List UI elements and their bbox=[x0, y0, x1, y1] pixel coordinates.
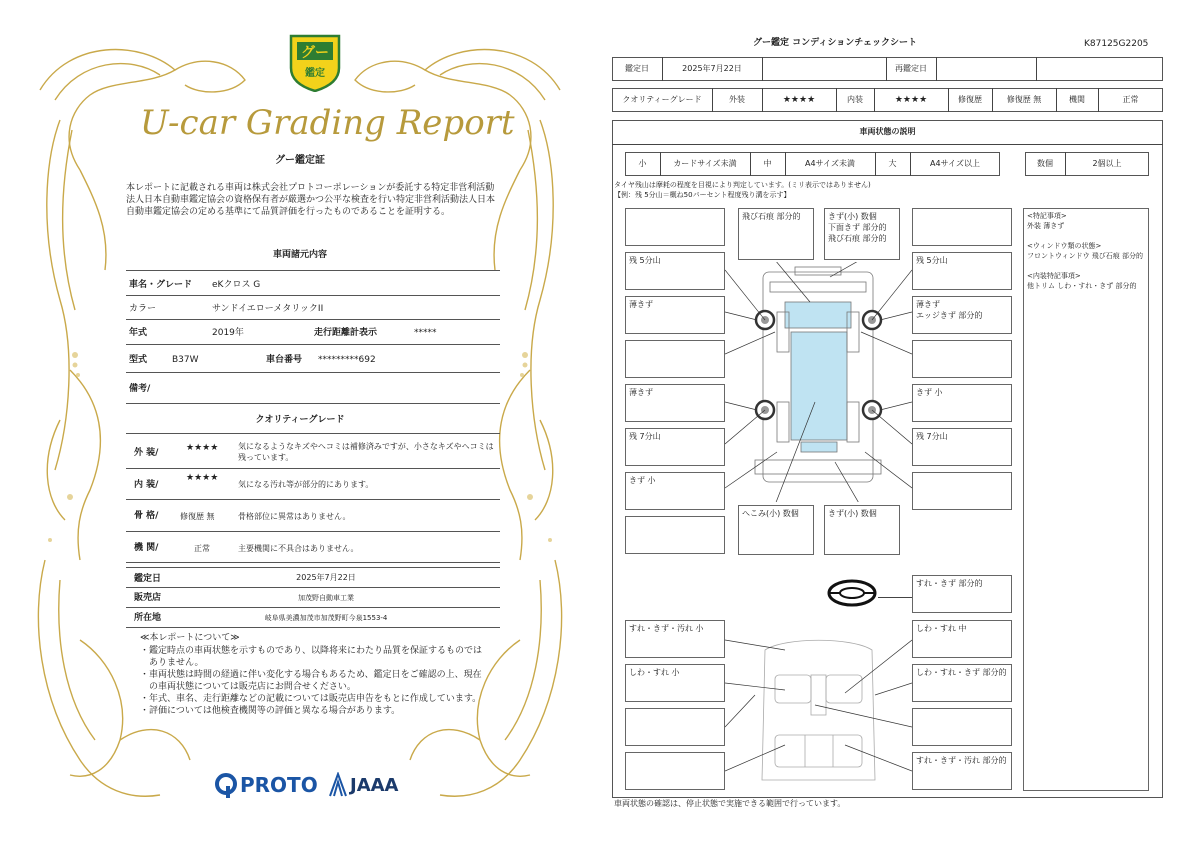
quality-interior-stars: ★★★★ bbox=[186, 473, 219, 483]
info-date-value: 2025年7月22日 bbox=[296, 573, 356, 582]
ext-box-right-4 bbox=[912, 340, 1012, 378]
int-box-left-3 bbox=[625, 708, 725, 746]
ext-bottom-mid2: きず(小) 数個 bbox=[828, 509, 877, 518]
notes-heading: ≪本レポートについて≫ bbox=[140, 633, 240, 643]
legend-large: 大 bbox=[888, 159, 897, 168]
sheet-title: グー鑑定 コンディションチェックシート bbox=[753, 38, 917, 48]
ext-box-bottom-2 bbox=[824, 505, 900, 555]
spec-mileage-value: ***** bbox=[414, 328, 437, 338]
ext-right-tire-front: 残 5分山 bbox=[916, 256, 948, 265]
spec-color-value: サンドイエローメタリックII bbox=[212, 304, 324, 314]
int-left1: すれ・きず・汚れ 小 bbox=[629, 624, 704, 633]
redate-label: 再鑑定日 bbox=[895, 64, 927, 73]
spec-row-year bbox=[126, 320, 500, 345]
int-steering: すれ・きず 部分的 bbox=[916, 579, 983, 588]
tire-note-2: 【例：残 5分山＝概ね50パーセント程度残り溝を示す】 bbox=[614, 191, 791, 199]
repair-label: 修復歴 bbox=[958, 95, 982, 104]
engine-label: 機関 bbox=[1069, 95, 1085, 104]
info-row-address bbox=[126, 608, 500, 628]
info-shop-value: 加茂野自動車工業 bbox=[298, 594, 354, 602]
ext-box-left-1 bbox=[625, 208, 725, 246]
info-row-shop bbox=[126, 588, 500, 608]
ext-box-left-8 bbox=[625, 516, 725, 554]
legend-small: 小 bbox=[638, 159, 647, 168]
quality-exterior-text: 気になるようなキズやヘコミは補修済みですが、小さなキズやヘコミは残っています。 bbox=[238, 442, 494, 462]
spec-row-model bbox=[126, 345, 500, 373]
exterior-stars: ★★★★ bbox=[782, 95, 816, 105]
notes-item: ・ 車両状態は時間の経過に伴い変化する場合もあるため、鑑定日をご確認の上、現在の車両状態については販売店にお問合せください。 bbox=[140, 670, 482, 692]
car-exterior-diagram bbox=[725, 262, 912, 502]
spec-year-value: 2019年 bbox=[212, 328, 244, 338]
proto-mark-icon bbox=[214, 772, 238, 798]
ext-box-right-1 bbox=[912, 208, 1012, 246]
ext-box-bottom-1 bbox=[738, 505, 814, 555]
tire-note-1: タイヤ残山は摩耗の程度を目視により判定しています。(ミリ表示ではありません) bbox=[614, 181, 871, 189]
spec-year-label: 年式 bbox=[129, 328, 148, 338]
spec-heading: 車両諸元内容 bbox=[272, 250, 327, 260]
special-notes-box bbox=[1023, 208, 1149, 791]
notes-item: ・ 評価については他検査機関等の評価と異なる場合があります。 bbox=[140, 706, 401, 716]
int-box-right-4 bbox=[912, 752, 1012, 790]
spec-name-label: 車名・グレード bbox=[129, 280, 193, 290]
spec-name-value: eKクロス G bbox=[212, 280, 261, 290]
jaaa-mark-icon bbox=[328, 772, 348, 798]
ext-right-front-side: 薄きず エッジきず 部分的 bbox=[916, 300, 983, 320]
quality-engine-label: 機 関/ bbox=[134, 543, 159, 553]
spec-color-label: カラー bbox=[129, 304, 157, 314]
spec-row-remarks bbox=[126, 373, 500, 404]
date-label: 鑑定日 bbox=[625, 64, 649, 73]
exterior-label: 外装 bbox=[729, 95, 745, 104]
ext-box-right-5 bbox=[912, 384, 1012, 422]
quality-row-interior bbox=[126, 469, 500, 500]
int-box-right-1 bbox=[912, 620, 1012, 658]
quality-row-frame bbox=[126, 500, 500, 532]
ext-box-left-4 bbox=[625, 340, 725, 378]
certificate-intro: 本レポートに記載される車両は株式会社プロトコーポレーションが委託する特定非営利活動法人日本自動車鑑定協会の資格保有者が厳選かつ公平な検査を行い特定非営利活動法人日本自動車鑑定協会の定める基準にて品質評価を行ったものであることを証明する。 bbox=[126, 183, 496, 217]
ext-left-tire-front: 残 5分山 bbox=[629, 256, 661, 265]
ext-right-rear-side: きず 小 bbox=[916, 388, 943, 397]
spec-model-value: B37W bbox=[172, 355, 199, 365]
notes-item: ・ 年式、車名、走行距離などの記載については販売店申告をもとに作成しています。 bbox=[140, 694, 482, 704]
int-box-steering bbox=[912, 575, 1012, 613]
ext-box-top-1 bbox=[738, 208, 814, 260]
jaaa-logo bbox=[328, 770, 408, 800]
svg-text:鑑定: 鑑定 bbox=[305, 68, 325, 79]
legend-medium: 中 bbox=[763, 159, 772, 168]
proto-logo bbox=[214, 770, 324, 800]
ext-left-tire-rear: 残 7分山 bbox=[629, 432, 661, 441]
steering-wheel-icon bbox=[826, 578, 878, 608]
interior-label: 内装 bbox=[847, 95, 863, 104]
car-interior-diagram bbox=[725, 635, 912, 785]
quality-heading: クオリティーグレード bbox=[255, 415, 345, 425]
repair-value: 修復歴 無 bbox=[1006, 95, 1042, 104]
notes-list bbox=[140, 645, 490, 717]
special-notes: <特記事項> 外装 薄きず <ウィンドウ類の状態> フロントウィンドウ 飛び石痕 部分的 <内装特記事項> 他トリム しわ・すれ・きず 部分的 bbox=[1027, 212, 1144, 290]
certificate-title: グー鑑定証 bbox=[275, 155, 325, 166]
ext-box-left-2 bbox=[625, 252, 725, 290]
legend-count: 数個 bbox=[1037, 159, 1053, 168]
int-right3: すれ・きず・汚れ 部分的 bbox=[916, 756, 1007, 765]
quality-engine-text: 主要機関に不具合はありません。 bbox=[238, 544, 359, 553]
spec-mileage-label: 走行距離計表示 bbox=[314, 328, 378, 338]
spec-row-name bbox=[126, 270, 500, 296]
legend-medium-desc: A4サイズ未満 bbox=[805, 159, 855, 168]
legend-large-desc: A4サイズ以上 bbox=[930, 159, 980, 168]
goo-kantei-logo bbox=[287, 30, 343, 92]
ext-box-left-7 bbox=[625, 472, 725, 510]
ext-box-right-3 bbox=[912, 296, 1012, 334]
spec-chassis-label: 車台番号 bbox=[266, 355, 303, 365]
ext-right-tire-rear: 残 7分山 bbox=[916, 432, 948, 441]
ext-top-mid2: きず(小) 数個 下面きず 部分的 飛び石痕 部分的 bbox=[828, 212, 887, 243]
grade-label: クオリティーグレード bbox=[622, 95, 702, 104]
info-row-date bbox=[126, 567, 500, 588]
info-date-label: 鑑定日 bbox=[134, 574, 162, 584]
ext-left-rear: きず 小 bbox=[629, 476, 656, 485]
date-value: 2025年7月22日 bbox=[682, 64, 742, 73]
info-address-label: 所在地 bbox=[134, 613, 162, 623]
jaaa-text: JAAA bbox=[350, 774, 399, 796]
notes-item: ・ 鑑定時点の車両状態を示すものであり、以降将来にわたり品質を保証するものではありません。 bbox=[140, 646, 483, 668]
int-box-right-2 bbox=[912, 664, 1012, 702]
report-script-title: U-car Grading Report bbox=[140, 103, 515, 143]
ext-box-left-3 bbox=[625, 296, 725, 334]
info-address-value: 岐阜県美濃加茂市加茂野町今泉1553-4 bbox=[264, 614, 388, 622]
legend-small-desc: カードサイズ未満 bbox=[673, 159, 737, 168]
spec-chassis-value: *********692 bbox=[318, 355, 376, 365]
ext-box-right-6 bbox=[912, 428, 1012, 466]
int-box-left-1 bbox=[625, 620, 725, 658]
int-box-left-2 bbox=[625, 664, 725, 702]
spec-remarks-label: 備考/ bbox=[129, 384, 151, 394]
int-box-left-4 bbox=[625, 752, 725, 790]
quality-engine-value: 正常 bbox=[194, 544, 210, 553]
spec-model-label: 型式 bbox=[129, 355, 148, 365]
interior-stars: ★★★★ bbox=[894, 95, 928, 105]
svg-text:グー: グー bbox=[301, 45, 329, 61]
quality-frame-text: 骨格部位に異常はありません。 bbox=[238, 512, 351, 521]
engine-value: 正常 bbox=[1122, 95, 1139, 104]
spec-row-color bbox=[126, 296, 500, 320]
condition-heading: 車両状態の説明 bbox=[859, 127, 916, 136]
ext-bottom-mid1: へこみ(小) 数個 bbox=[742, 509, 799, 518]
quality-frame-value: 修復歴 無 bbox=[180, 512, 215, 521]
ext-top-mid1: 飛び石痕 部分的 bbox=[742, 212, 801, 221]
int-right2: しわ・すれ・きず 部分的 bbox=[916, 668, 1007, 677]
sheet-code: K87125G2205 bbox=[1084, 39, 1149, 49]
quality-interior-text: 気になる汚れ等が部分的にあります。 bbox=[238, 480, 374, 489]
ext-box-left-6 bbox=[625, 428, 725, 466]
ext-box-right-2 bbox=[912, 252, 1012, 290]
quality-row-exterior bbox=[126, 433, 500, 469]
int-box-right-3 bbox=[912, 708, 1012, 746]
ext-left-front-side: 薄きず bbox=[629, 300, 653, 309]
quality-exterior-stars: ★★★★ bbox=[186, 443, 219, 453]
info-shop-label: 販売店 bbox=[134, 593, 162, 603]
proto-text: PROTO bbox=[240, 773, 318, 797]
footer-note: 車両状態の確認は、停止状態で実施できる範囲で行っています。 bbox=[614, 799, 846, 808]
quality-frame-label: 骨 格/ bbox=[134, 511, 159, 521]
quality-row-engine bbox=[126, 532, 500, 563]
quality-interior-label: 内 装/ bbox=[134, 480, 159, 490]
quality-exterior-label: 外 装/ bbox=[134, 448, 159, 458]
ext-box-left-5 bbox=[625, 384, 725, 422]
int-right1: しわ・すれ 中 bbox=[916, 624, 967, 633]
condition-check-sheet bbox=[600, 0, 1200, 848]
legend-count-desc: 2個以上 bbox=[1092, 159, 1122, 168]
ext-left-rear-side: 薄きず bbox=[629, 388, 653, 397]
ext-box-right-7 bbox=[912, 472, 1012, 510]
ext-box-top-2 bbox=[824, 208, 900, 260]
int-left2: しわ・すれ 小 bbox=[629, 668, 680, 677]
